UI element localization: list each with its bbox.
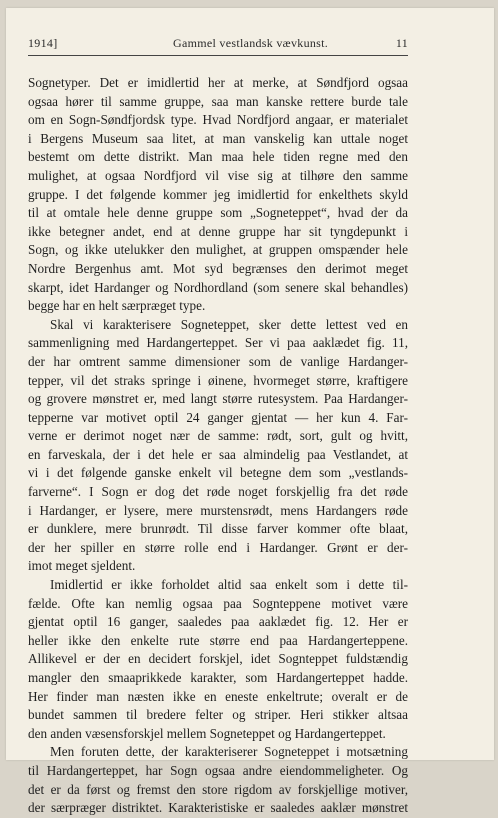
page-number: 11: [395, 36, 408, 50]
text-line: i Hardanger, er lysere, mere murstensrødt, mens Hardangers røde: [28, 502, 408, 518]
text-line: mangler den smaaprikkede karakter, som Hardangerteppet hadde.: [28, 670, 408, 685]
text-line: der her spiller en større rolle end i Hardanger. Grønt er der-: [28, 539, 408, 555]
text-line: er dunklere, mere brunrødt. Til disse farver kommer ofte blaat,: [28, 521, 408, 537]
text-line: Her finder man næsten ikke en eneste enkeltrute; overalt er de: [28, 688, 408, 704]
running-title: Gammel vestlandsk vævkunst.: [173, 36, 329, 50]
text-line: Nordre Bergenhus amt. Mot syd begrænses den derimot meget: [28, 260, 408, 276]
text-line: ikke betegner andet, end at denne gruppe har sit tyngdepunkt i: [28, 223, 408, 239]
text-line: sammenligning med Hardangerteppet. Ser vi paa aaklædet fig. 11,: [28, 335, 408, 351]
text-line: Imidlertid er ikke forholdet altid saa enkelt som i dette til-: [50, 577, 408, 593]
text-line: det er da først og fremst den store rigdom av forskjellige motiver,: [28, 781, 408, 797]
header-rule: [28, 55, 408, 56]
text-line: verne er derimot noget nær de samme: rødt, sort, gult og hvitt,: [28, 428, 408, 444]
text-line: i Bergens Museum saa litet, at man vanskelig kan uttale noget: [28, 130, 408, 146]
text-line: Sognetyper. Det er imidlertid her at merke, at Søndfjord ogsaa: [28, 75, 408, 90]
text-line: en farveskala, der i det hele er saa almindelig paa Vestlandet, at: [28, 446, 408, 462]
text-line: bundet sammen til bredere felter og striper. Heri stikker altsaa: [28, 707, 408, 723]
header-year: 1914]: [28, 36, 58, 50]
text-line: gjentat optil 16 ganger, saaledes paa aaklædet fig. 12. Her er: [28, 614, 408, 630]
text-line: skarpt, idet Hardanger og Nordhordland (som senere skal behandles): [28, 279, 408, 295]
text-line: og grovere mønstret er, med langt større rutesystem. Paa Hardanger-: [28, 391, 408, 407]
text-line: om en Sogn-Søndfjordsk type. Hvad Nordfjord angaar, er materialet: [28, 112, 408, 128]
body-text: [28, 74, 408, 818]
text-line: mulighet, at ogsaa Nordfjord vil vise sig at tilhøre den samme: [28, 167, 408, 183]
text-line: tepper, vil det straks springe i øinene, hvormeget større, kraftigere: [28, 372, 408, 388]
text-line: begge har en helt særpræget type.: [28, 298, 206, 314]
running-header: [28, 36, 408, 54]
text-line: gruppe. I det følgende kommer jeg imidlertid for enkelthets skyld: [28, 186, 408, 202]
text-line: der særpræger distriktet. Karakteristiske er saaledes aaklær mønstret: [28, 800, 408, 816]
text-line: heller ikke den enkelte rute større end paa Hardangerteppene.: [28, 632, 408, 648]
text-line: farverne“. I Sogn er dog det røde noget forskjellig fra det røde: [28, 484, 408, 500]
text-line: til at omtale hele denne gruppe som „Sogneteppet“, hvad der da: [28, 205, 408, 221]
text-line: Allikevel er der en decidert forskjel, idet Sognteppet fuldstændig: [28, 651, 408, 667]
text-line: fælde. Ofte kan nemlig ogsaa paa Sognteppene motivet være: [28, 595, 408, 611]
text-line: Skal vi karakterisere Sogneteppet, sker dette lettest ved en: [50, 316, 408, 332]
text-line: bestemt om dette distrikt. Man maa hele tiden regne med den: [28, 149, 408, 165]
text-line: der har omtrent samme dimensioner som de vanlige Hardanger-: [28, 353, 408, 369]
text-line: imot meget sjeldent.: [28, 558, 136, 574]
text-line: vi i det følgende ganske enkelt vil betegne dem som „vestlands-: [28, 465, 408, 481]
text-line: ogsaa hører til samme gruppe, saa man kanske rettere burde tale: [28, 93, 408, 109]
text-line: til Hardangerteppet, har Sogn ogsaa andre eiendommeligheter. Og: [28, 762, 408, 778]
text-line: tepperne var motivet optil 24 ganger gjentat — her kun 4. Far-: [28, 409, 408, 425]
book-page: [6, 8, 494, 816]
text-line: Sogn, og ikke utelukker den mulighet, at gruppen omspænder hele: [28, 242, 408, 258]
text-line: den anden væsensforskjel mellem Sogneteppet og Hardangerteppet.: [28, 725, 386, 741]
text-line: Men foruten dette, der karakteriserer Sogneteppet i motsætning: [50, 744, 408, 760]
